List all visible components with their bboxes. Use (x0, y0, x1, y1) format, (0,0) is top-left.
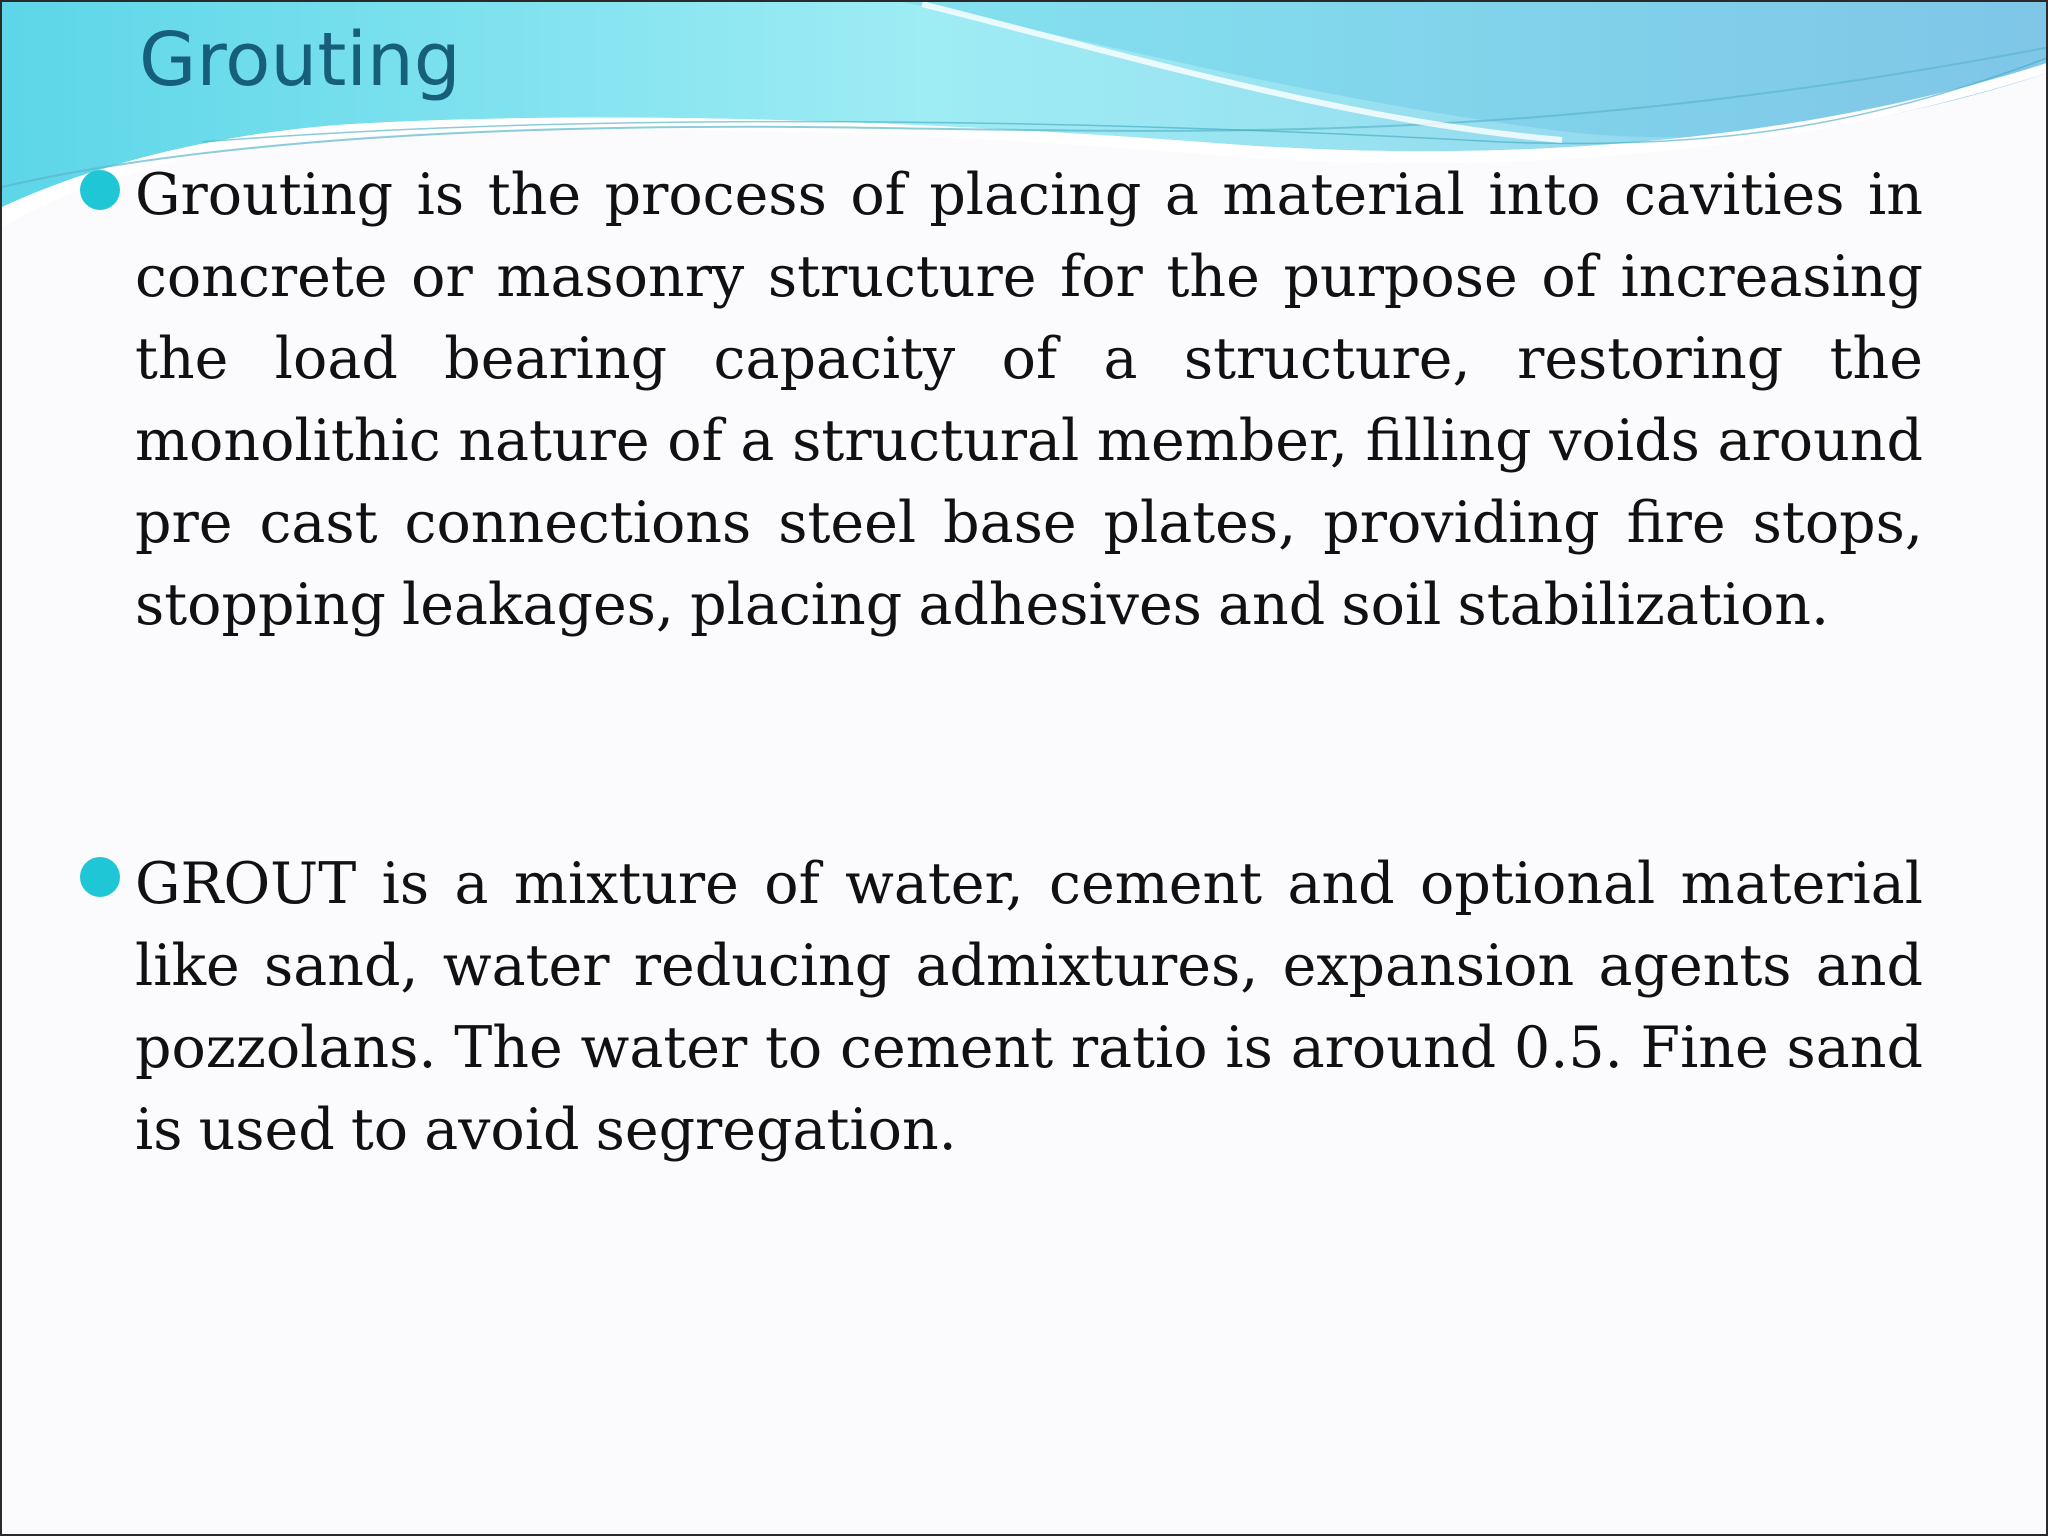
bullet-grouting-definition: Grouting is the process of placing a material into cavities in concrete or masonry structure for the purpose of increasing the load bearing capacity of a structure, restoring the monolithic nature of a structural member, filling voids around pre cast connections steel base plates, providing fire stops, stopping leakages, placing adhesives and soil stabilization. (135, 162, 1923, 638)
bullet-marker-1 (80, 170, 120, 210)
slide-content (2, 2, 2048, 1536)
bullet-grout-definition: GROUT is a mixture of water, cement and optional material like sand, water reducing admixtures, expansion agents and pozzolans. The water to cement ratio is around 0.5. Fine sand is used to avoid segregation. (135, 851, 1923, 1163)
slide-title: Grouting (139, 17, 461, 103)
bullet-marker-2 (80, 857, 120, 897)
